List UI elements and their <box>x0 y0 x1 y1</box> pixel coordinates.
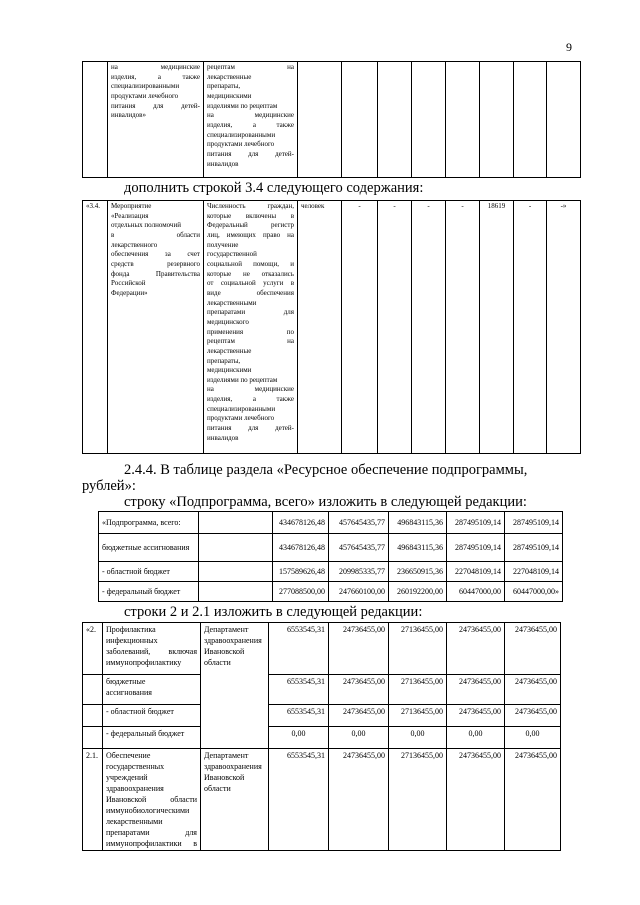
text-line: которые включены в <box>207 211 294 220</box>
cell-value: 277088500,00 <box>273 582 329 602</box>
text-line: Ивановской <box>204 647 245 657</box>
text-line: иммунопрофилактики в <box>106 839 197 849</box>
text-line: Федеральный регистр <box>207 221 294 230</box>
text-line: лекарственными <box>207 298 257 307</box>
cell-value: 60447000,00 <box>447 582 505 602</box>
cell-value: 0,00 <box>389 727 447 749</box>
text-line: Профилактика <box>106 625 156 634</box>
text-line: инвалидов <box>207 433 239 442</box>
cell-value: 434678126,48 <box>273 512 329 534</box>
text-line: здравоохранения <box>204 636 262 646</box>
table-subprogram-total <box>98 511 563 602</box>
text-line: получение <box>207 240 239 249</box>
cell-value: 287495109,14 <box>505 512 563 534</box>
text-line: лекарственные <box>207 72 252 81</box>
text-line: иммунобиологическими <box>106 806 190 816</box>
text-line: питания для детей- <box>207 149 294 158</box>
cell-name <box>108 201 204 454</box>
text-line: учреждений <box>106 773 148 783</box>
paragraph-2-4-4-line1: 2.4.4. В таблице раздела «Ресурсное обеспечение подпрограммы, <box>124 462 528 478</box>
cell-indicator <box>204 62 298 178</box>
text-line: Мероприятие <box>111 202 152 210</box>
cell-empty <box>199 582 273 602</box>
text-line: здравоохранения <box>106 784 164 794</box>
cell-value: 0,00 <box>505 727 561 749</box>
text-line: препараты, <box>207 82 241 91</box>
cell-value: 24736455,00 <box>447 705 505 727</box>
text-line: препаратами для <box>106 828 197 838</box>
text-line: области <box>204 784 231 794</box>
cell-label: «Подпрограмма, всего: <box>99 512 199 534</box>
text-line: от социальной услуги в <box>207 279 294 288</box>
page-number: 9 <box>566 40 572 54</box>
text-line: на медицинские <box>111 63 200 71</box>
cell-value: 24736455,00 <box>329 749 389 851</box>
cell-value: 24736455,00 <box>505 675 561 705</box>
text-line: продуктами лечебного <box>207 140 275 149</box>
cell-value: 24736455,00 <box>447 749 505 851</box>
cell-num: «3.4. <box>83 201 108 454</box>
table-row-3-4 <box>82 200 581 454</box>
cell-value: 6553545,31 <box>269 749 329 851</box>
cell-name <box>108 62 204 178</box>
text-line: продуктами лечебного <box>207 414 275 423</box>
cell-label: - областной бюджет <box>103 705 201 727</box>
cell-value: 24736455,00 <box>505 623 561 675</box>
text-line: государственных <box>106 762 165 772</box>
paragraph-2-4-4-line2: рублей»: <box>82 478 136 494</box>
text-line: лекарственными <box>106 817 163 827</box>
text-line: Ивановской <box>204 773 245 783</box>
cell-executor <box>201 623 269 749</box>
text-line: на медицинские <box>207 111 294 120</box>
cell-value: 209985335,77 <box>329 562 389 582</box>
cell-value: 24736455,00 <box>329 623 389 675</box>
cell-empty <box>298 62 342 178</box>
text-line: рецептам на <box>207 63 294 71</box>
cell-value: - <box>342 201 378 454</box>
text-line: Обеспечение <box>106 751 151 760</box>
cell-empty <box>412 62 446 178</box>
cell-value: 236650915,36 <box>389 562 447 582</box>
cell-value: 287495109,14 <box>505 534 563 562</box>
table-continuation <box>82 61 581 178</box>
cell-value: 6553545,31 <box>269 623 329 675</box>
text-line: ассигнования <box>106 688 152 698</box>
cell-value: 6553545,31 <box>269 675 329 705</box>
text-line: медицинскими <box>207 91 252 100</box>
cell-empty <box>83 727 103 749</box>
cell-empty <box>547 62 581 178</box>
text-line: лекарственного <box>111 240 158 249</box>
text-line: в области <box>111 230 200 239</box>
text-line: питания для детей- <box>111 101 200 110</box>
text-line: инвалидов» <box>111 111 146 120</box>
cell-value: - <box>378 201 412 454</box>
text-line: Департамент <box>204 751 249 760</box>
cell-value: 24736455,00 <box>329 705 389 727</box>
paragraph-rows-2: строки 2 и 2.1 изложить в следующей редакции: <box>124 604 423 620</box>
cell-value: 227048109,14 <box>447 562 505 582</box>
cell-value: 157589626,48 <box>273 562 329 582</box>
cell-empty <box>480 62 514 178</box>
cell-empty <box>199 512 273 534</box>
cell-label: - областной бюджет <box>99 562 199 582</box>
text-line: отдельных полномочий <box>111 221 181 230</box>
text-line: изделиями по рецептам <box>207 375 278 384</box>
text-line: лиц, имеющих право на <box>207 230 294 239</box>
cell-value: - <box>412 201 446 454</box>
text-line: медицинскими <box>207 366 252 375</box>
text-line: изделиями по рецептам <box>207 101 278 110</box>
paragraph-subtotal-row: строку «Подпрограмма, всего» изложить в следующей редакции: <box>124 494 527 510</box>
cell-value: 287495109,14 <box>447 534 505 562</box>
text-line: питания для детей- <box>207 424 294 433</box>
cell-value: 27136455,00 <box>389 749 447 851</box>
cell-value: 24736455,00 <box>505 749 561 851</box>
cell-label: - федеральный бюджет <box>99 582 199 602</box>
cell-value: 457645435,77 <box>329 512 389 534</box>
cell-value: 24736455,00 <box>329 675 389 705</box>
text-line: Департамент <box>204 625 249 634</box>
cell-name <box>103 623 201 675</box>
cell-empty <box>199 562 273 582</box>
text-line: фонда Правительства <box>111 269 200 278</box>
paragraph-add-row: дополнить строкой 3.4 следующего содержания: <box>124 180 424 196</box>
text-line: которые не отказались <box>207 269 294 278</box>
text-line: изделия, а также <box>207 120 294 129</box>
cell-empty <box>83 675 103 705</box>
text-line: лекарственные <box>207 346 252 355</box>
cell-value: 60447000,00» <box>505 582 563 602</box>
text-line: специализированными <box>111 82 180 91</box>
text-line: здравоохранения <box>204 762 262 772</box>
cell-value: 6553545,31 <box>269 705 329 727</box>
text-line: обеспечения за счет <box>111 250 200 259</box>
cell-empty <box>83 705 103 727</box>
table-rows-2-2-1 <box>82 622 561 851</box>
cell-value: 247660100,00 <box>329 582 389 602</box>
text-line: заболеваний, включая <box>106 647 197 657</box>
cell-indicator <box>204 201 298 454</box>
text-line: препараты, <box>207 356 241 365</box>
cell-value: 434678126,48 <box>273 534 329 562</box>
cell-value: - <box>446 201 480 454</box>
cell-value: 27136455,00 <box>389 675 447 705</box>
cell-value: 0,00 <box>447 727 505 749</box>
cell-empty <box>199 534 273 562</box>
cell-value: 260192200,00 <box>389 582 447 602</box>
text-line: изделия, а также <box>111 72 200 81</box>
text-line: рецептам на <box>207 337 294 346</box>
text-line: Федерации» <box>111 288 148 297</box>
text-line: бюджетные <box>106 677 146 686</box>
cell-empty <box>446 62 480 178</box>
cell-value: 457645435,77 <box>329 534 389 562</box>
cell-value: -» <box>547 201 581 454</box>
text-line: инвалидов <box>207 159 239 168</box>
cell-unit: человек <box>298 201 342 454</box>
cell-num: «2. <box>83 623 103 675</box>
cell-value: 27136455,00 <box>389 705 447 727</box>
text-line: иммунопрофилактику <box>106 658 182 668</box>
cell-value: 24736455,00 <box>447 675 505 705</box>
cell-value: 0,00 <box>269 727 329 749</box>
text-line: социальной помощи, и <box>207 259 294 268</box>
text-line: инфекционных <box>106 636 158 646</box>
text-line: Численность граждан, <box>207 202 294 210</box>
text-line: Ивановской области <box>106 795 197 805</box>
cell-value: 227048109,14 <box>505 562 563 582</box>
cell-empty <box>378 62 412 178</box>
cell-value: 24736455,00 <box>505 705 561 727</box>
text-line: области <box>204 658 231 668</box>
cell-value: 496843115,36 <box>389 534 447 562</box>
cell-value: - <box>514 201 547 454</box>
cell-empty <box>514 62 547 178</box>
cell-value: 24736455,00 <box>447 623 505 675</box>
cell-label: - федеральный бюджет <box>103 727 201 749</box>
text-line: государственной <box>207 250 257 259</box>
text-line: медицинского <box>207 317 249 326</box>
cell-value: 0,00 <box>329 727 389 749</box>
text-line: «Реализация <box>111 211 149 220</box>
cell-value: 27136455,00 <box>389 623 447 675</box>
cell-num: 2.1. <box>83 749 103 851</box>
cell-label <box>103 675 201 705</box>
text-line: средств резервного <box>111 259 200 268</box>
text-line: на медицинские <box>207 385 294 394</box>
cell-num <box>83 62 108 178</box>
cell-label: бюджетные ассигнования <box>99 534 199 562</box>
cell-value: 496843115,36 <box>389 512 447 534</box>
text-line: применения по <box>207 327 294 336</box>
text-line: продуктами лечебного <box>111 91 179 100</box>
text-line: препаратами для <box>207 308 294 317</box>
cell-value: 18619 <box>480 201 514 454</box>
text-line: изделия, а также <box>207 395 294 404</box>
text-line: Российской <box>111 279 146 288</box>
cell-name <box>103 749 201 851</box>
text-line: виде обеспечения <box>207 288 294 297</box>
cell-empty <box>342 62 378 178</box>
text-line: специализированными <box>207 130 276 139</box>
cell-value: 287495109,14 <box>447 512 505 534</box>
cell-executor <box>201 749 269 851</box>
text-line: специализированными <box>207 404 276 413</box>
